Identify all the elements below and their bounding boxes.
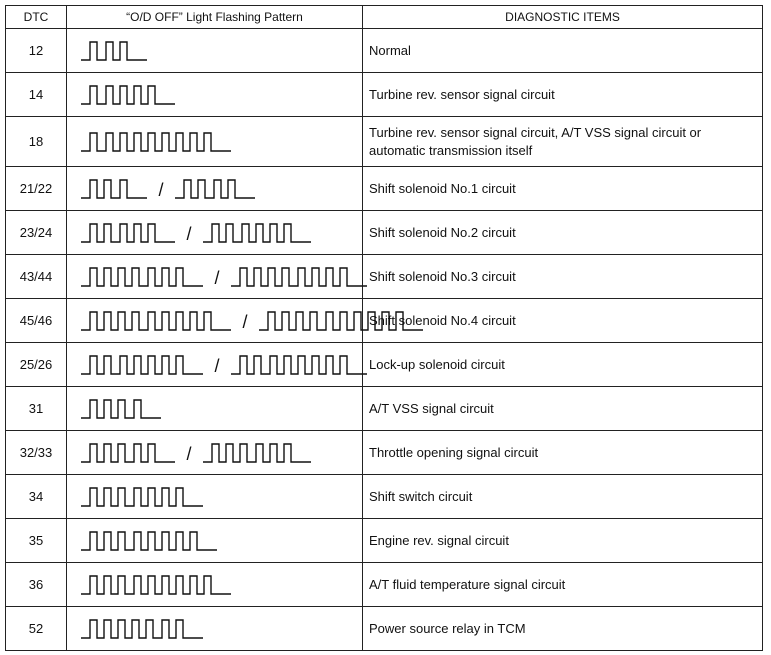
diagnostic-item [363, 167, 763, 211]
diagnostic-item-text: Normal [369, 42, 411, 58]
flash-pattern-cell [67, 563, 363, 607]
flash-pattern [81, 309, 351, 333]
flash-wave-7-0 [81, 356, 203, 374]
pattern-separator: / [158, 179, 164, 200]
flash-pattern [81, 39, 351, 63]
diagnostic-item-text: Shift switch circuit [369, 488, 473, 504]
flash-pattern-cell [67, 519, 363, 563]
flash-wave-7-1 [231, 356, 367, 374]
diagnostic-item-text: Turbine rev. sensor signal circuit [369, 86, 555, 102]
table-row [6, 73, 763, 117]
flash-pattern-cell [67, 211, 363, 255]
flash-pattern [81, 353, 351, 377]
table-row [6, 29, 763, 73]
flash-wave-4-0 [81, 224, 175, 242]
table-row [6, 117, 763, 167]
dtc-code: 45/46 [6, 299, 67, 343]
dtc-code: 34 [6, 475, 67, 519]
flash-wave-8-0 [81, 400, 161, 418]
flash-wave-9-0 [81, 444, 175, 462]
diagnostic-item [363, 563, 763, 607]
dtc-code: 12 [6, 29, 67, 73]
dtc-code: 14 [6, 73, 67, 117]
pattern-separator: / [242, 311, 248, 332]
flash-wave-0-0 [81, 42, 147, 60]
flash-pattern [81, 177, 351, 201]
diagnostic-item-text: Shift solenoid No.1 circuit [369, 180, 516, 196]
flash-wave-11-0 [81, 532, 217, 550]
diagnostic-item-text: Engine rev. signal circuit [369, 532, 509, 548]
diagnostic-item-text: Shift solenoid No.4 circuit [369, 312, 516, 328]
flash-pattern [81, 83, 351, 107]
flash-pattern [81, 397, 351, 421]
table-row [6, 255, 763, 299]
diagnostic-item-text: A/T VSS signal circuit [369, 400, 494, 416]
flash-wave-2-0 [81, 133, 231, 151]
flash-pattern-cell [67, 299, 363, 343]
dtc-code: 25/26 [6, 343, 67, 387]
diagnostic-item [363, 431, 763, 475]
table-row [6, 211, 763, 255]
diagnostic-item-text: Shift solenoid No.3 circuit [369, 268, 516, 284]
dtc-table [5, 5, 763, 651]
table-row [6, 475, 763, 519]
dtc-code: 32/33 [6, 431, 67, 475]
table-row [6, 431, 763, 475]
diagnostic-item [363, 255, 763, 299]
diagnostic-item [363, 299, 763, 343]
diagnostic-item [363, 607, 763, 651]
flash-pattern [81, 441, 351, 465]
flash-pattern-cell [67, 343, 363, 387]
table-row [6, 343, 763, 387]
flash-wave-6-0 [81, 312, 231, 330]
flash-pattern [81, 573, 351, 597]
dtc-code: 52 [6, 607, 67, 651]
diagnostic-item-text: A/T fluid temperature signal circuit [369, 576, 566, 592]
diagnostic-item-text: Turbine rev. sensor signal circuit, A/T VSS signal circuit or [369, 124, 702, 140]
table-row [6, 519, 763, 563]
dtc-code: 36 [6, 563, 67, 607]
header-dtc: DTC [6, 6, 67, 29]
diagnostic-item-text: Throttle opening signal circuit [369, 444, 539, 460]
flash-pattern-cell [67, 29, 363, 73]
table-row [6, 607, 763, 651]
flash-wave-3-0 [81, 180, 147, 198]
flash-pattern-cell [67, 387, 363, 431]
flash-wave-13-0 [81, 620, 203, 638]
diagnostic-item [363, 211, 763, 255]
diagnostic-item [363, 117, 763, 167]
table-body [6, 29, 763, 651]
flash-pattern-cell [67, 475, 363, 519]
pattern-separator: / [186, 443, 192, 464]
diagnostic-item [363, 29, 763, 73]
flash-pattern-cell [67, 607, 363, 651]
pattern-separator: / [186, 223, 192, 244]
flash-pattern [81, 529, 351, 553]
diagnostic-item [363, 73, 763, 117]
table-row [6, 299, 763, 343]
flash-pattern-cell [67, 117, 363, 167]
diagnostic-item [363, 519, 763, 563]
flash-pattern [81, 221, 351, 245]
flash-pattern-cell [67, 431, 363, 475]
pattern-separator: / [214, 267, 220, 288]
flash-pattern [81, 265, 351, 289]
dtc-code: 21/22 [6, 167, 67, 211]
dtc-code: 31 [6, 387, 67, 431]
dtc-code: 23/24 [6, 211, 67, 255]
flash-wave-9-1 [203, 444, 311, 462]
diagnostic-item [363, 387, 763, 431]
header-items: DIAGNOSTIC ITEMS [363, 6, 763, 29]
dtc-code: 35 [6, 519, 67, 563]
table-row [6, 563, 763, 607]
pattern-separator: / [214, 355, 220, 376]
flash-pattern-cell [67, 255, 363, 299]
diagnostic-item-text: Power source relay in TCM [369, 620, 526, 636]
flash-wave-5-0 [81, 268, 203, 286]
flash-wave-3-1 [175, 180, 255, 198]
flash-pattern [81, 617, 351, 641]
header-pattern: “O/D OFF” Light Flashing Pattern [67, 6, 363, 29]
diagnostic-item-text: automatic transmission itself [369, 142, 533, 158]
diagnostic-item [363, 343, 763, 387]
diagnostic-item-text: Lock-up solenoid circuit [369, 356, 505, 372]
table-row [6, 387, 763, 431]
flash-pattern-cell [67, 167, 363, 211]
flash-wave-4-1 [203, 224, 311, 242]
diagnostic-item [363, 475, 763, 519]
table-row [6, 167, 763, 211]
diagnostic-item-text: Shift solenoid No.2 circuit [369, 224, 516, 240]
flash-pattern [81, 485, 351, 509]
flash-wave-12-0 [81, 576, 231, 594]
flash-wave-10-0 [81, 488, 203, 506]
dtc-code: 43/44 [6, 255, 67, 299]
flash-wave-1-0 [81, 86, 175, 104]
dtc-code: 18 [6, 117, 67, 167]
flash-pattern [81, 130, 351, 154]
flash-pattern-cell [67, 73, 363, 117]
header-row [6, 6, 763, 29]
flash-wave-5-1 [231, 268, 367, 286]
